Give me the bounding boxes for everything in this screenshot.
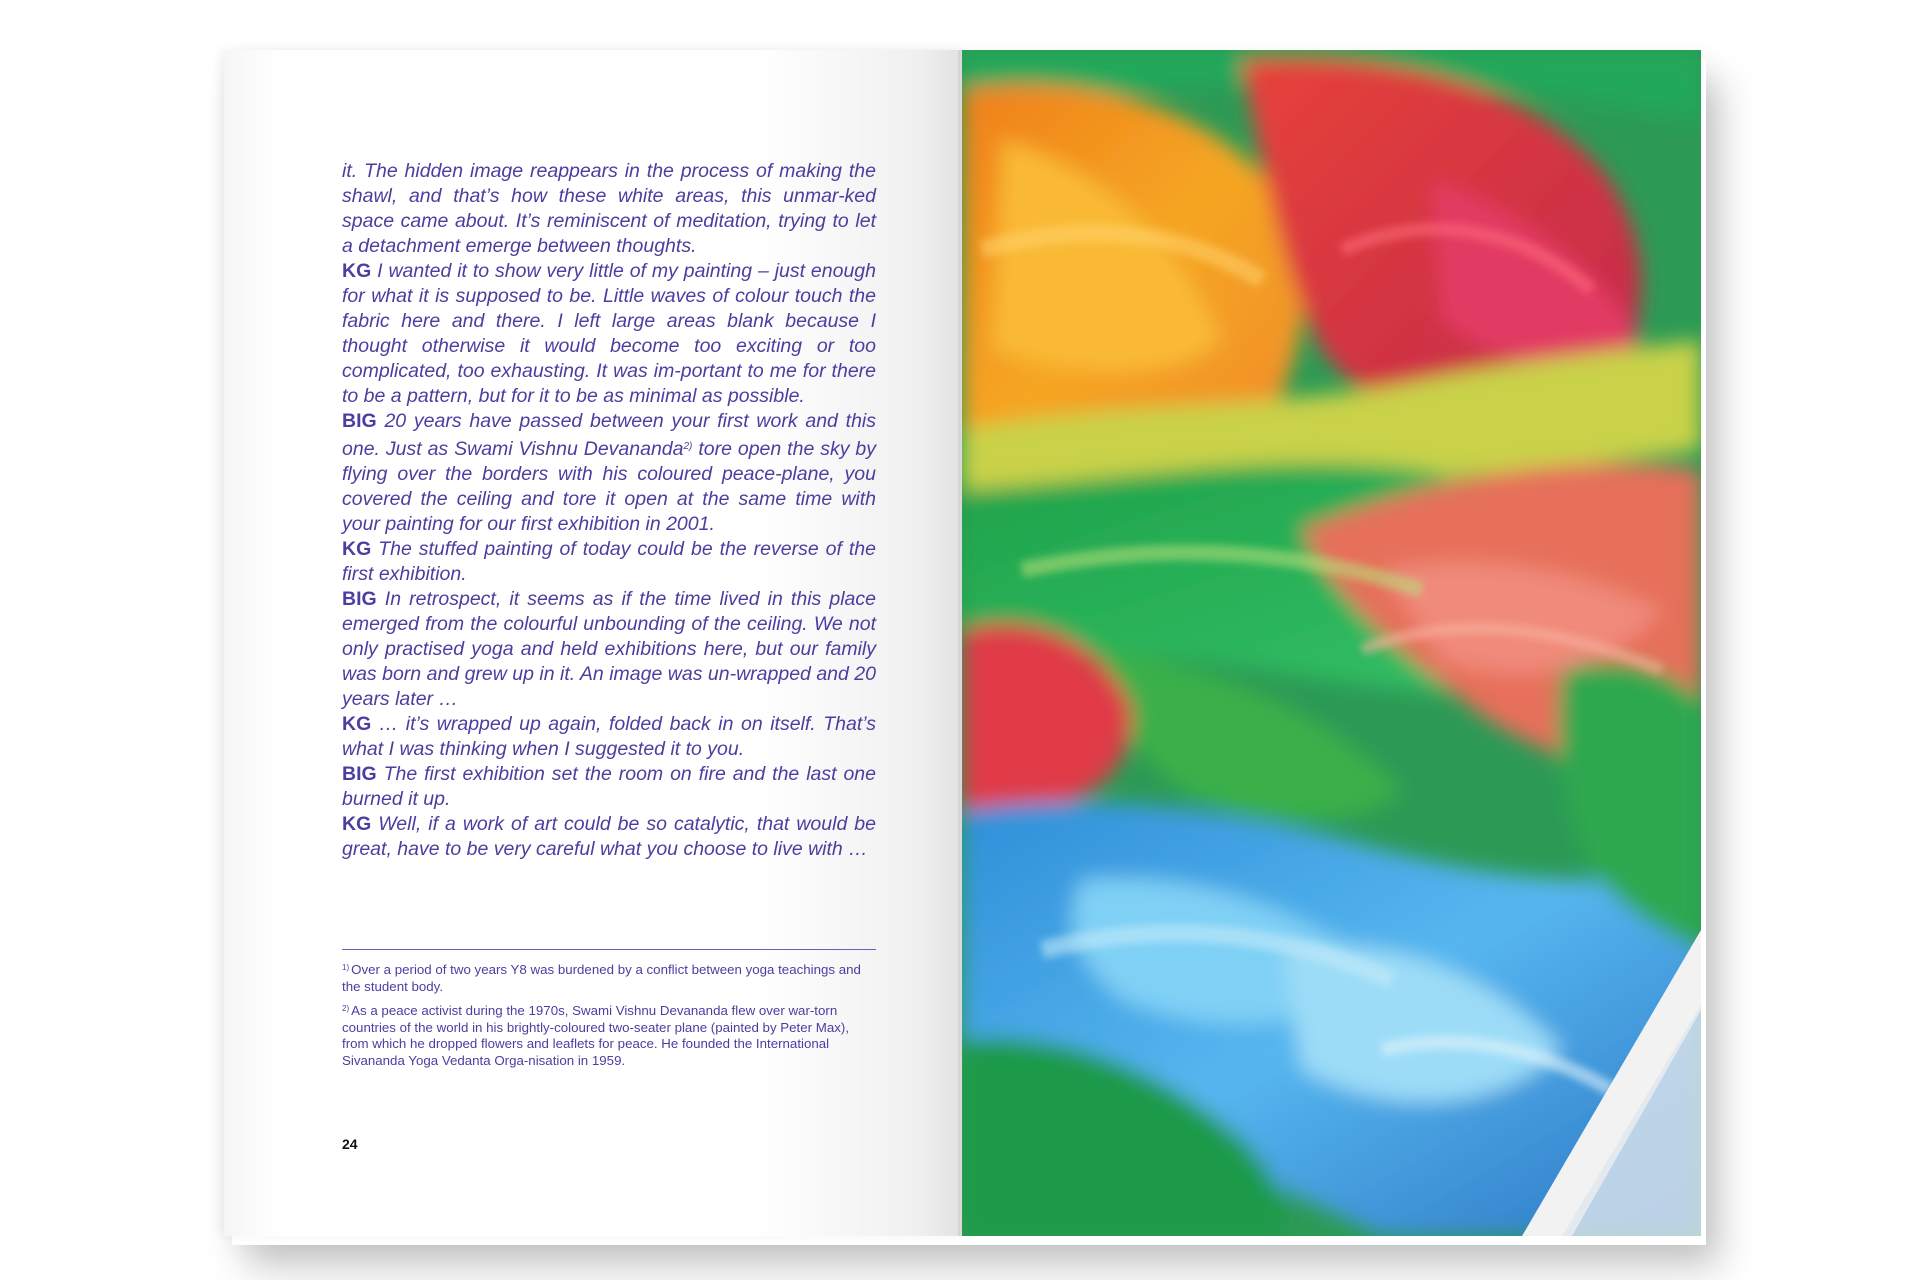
speaker-label: BIG [342, 763, 377, 785]
speaker-label: BIG [342, 410, 377, 432]
paragraph-text: 20 years have passed between your first work and this one. Just as Swami Vishnu Devananda [342, 410, 876, 460]
speaker-label: KG [342, 538, 372, 560]
paragraph-text: it. The hidden image reappears in the process of making the shawl, and that’s how these white areas, this unmar-ked space came about. It’s reminiscent of meditation, trying to let a detachment emerge between thoughts. [342, 160, 876, 257]
paragraph [342, 587, 876, 712]
speaker-label: KG [342, 260, 372, 282]
paragraph [342, 159, 876, 259]
paragraph-text: tore open the sky by flying over the borders with his coloured peace-plane, you covered the ceiling and tore it open at the same time with your painting for our first exhibition in 2001. [342, 438, 876, 535]
paragraph-text: In retrospect, it seems as if the time lived in this place emerged from the colourful unbounding of the ceiling. We not only practised yoga and held exhibitions here, but our family was born and grew up in it. An image was un-wrapped and 20 years later … [342, 588, 876, 710]
footnote-mark: 1) [342, 963, 350, 972]
page-number: 24 [342, 1136, 358, 1152]
fabric-photo [962, 50, 1701, 1236]
paragraph-text: I wanted it to show very little of my painting – just enough for what it is supposed to be. Little waves of colour touch the fabric here and there. I left large areas blank because I thought otherwise it would become too exciting or too complicated, too exhausting. It was im-portant to me for there to be a pattern, but for it to be as minimal as possible. [342, 260, 876, 407]
footnote-divider [342, 949, 876, 950]
paragraph [342, 762, 876, 812]
paragraph [342, 537, 876, 587]
paragraph [342, 259, 876, 409]
paragraph-text: … it’s wrapped up again, folded back in on itself. That’s what I was thinking when I suggested it to you. [342, 713, 876, 760]
paragraph-text: Well, if a work of art could be so catalytic, that would be great, have to be very careful what you choose to live with … [342, 813, 876, 860]
paragraph [342, 812, 876, 862]
footnote-mark: 2) [342, 1004, 350, 1014]
speaker-label: KG [342, 713, 372, 735]
paragraph-text: The first exhibition set the room on fire and the last one burned it up. [342, 763, 876, 810]
footnote [342, 960, 862, 995]
fabric-photo-image [962, 50, 1701, 1236]
paragraph-text: The stuffed painting of today could be the reverse of the first exhibition. [342, 538, 876, 585]
interview-text [342, 159, 876, 862]
speaker-label: BIG [342, 588, 377, 610]
paragraph [342, 712, 876, 762]
footnote [342, 1001, 862, 1069]
footnote-text: Over a period of two years Y8 was burdened by a conflict between yoga teachings and the student body. [342, 962, 861, 994]
speaker-label: KG [342, 813, 372, 835]
footnote-text: As a peace activist during the 1970s, Swami Vishnu Devananda flew over war-torn countries of the world in his brightly-coloured two-seater plane (painted by Peter Max), from which he dropped flowers and leaflets for peace. He founded the International Sivananda Yoga Vedanta Orga-nisation in 1959. [342, 1003, 850, 1068]
footnotes [342, 960, 862, 1076]
footnote-reference: 2) [683, 441, 693, 452]
paragraph [342, 409, 876, 537]
